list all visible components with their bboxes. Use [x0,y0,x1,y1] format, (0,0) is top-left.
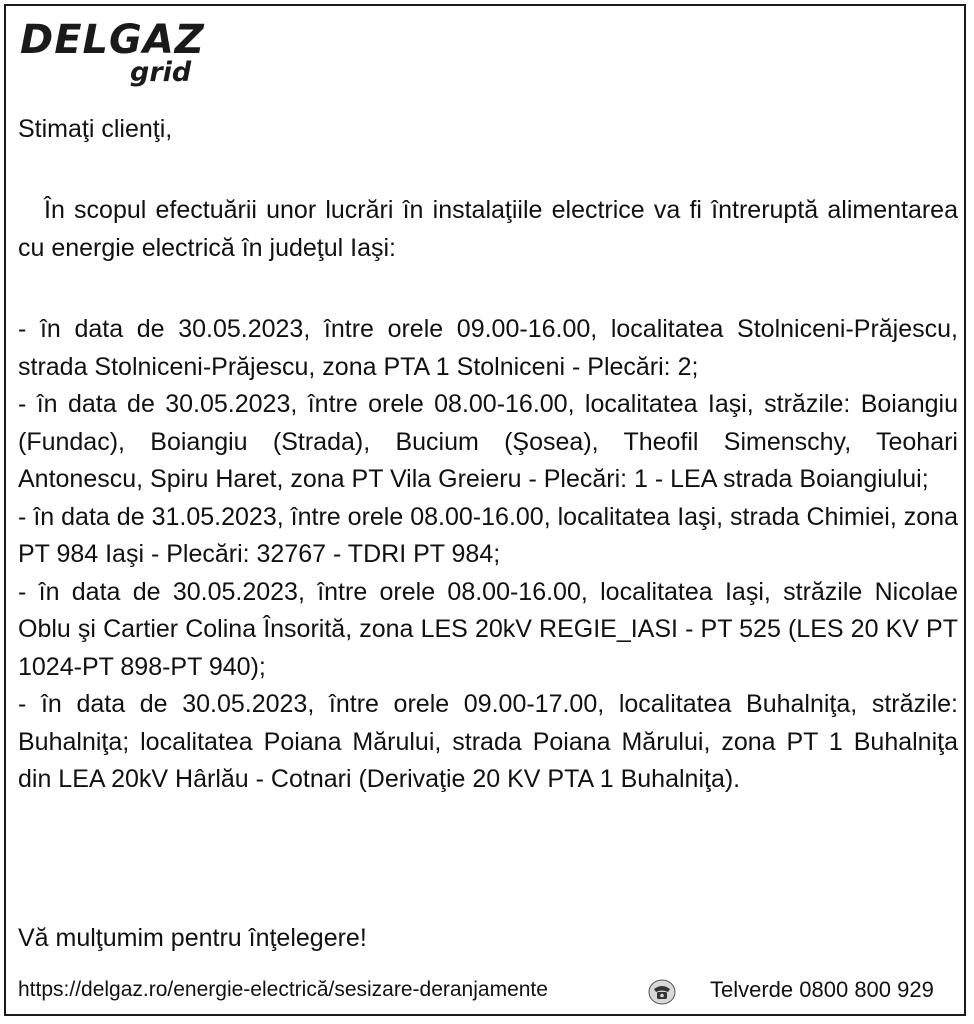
delgaz-logo [20,18,210,90]
outage-item: - în data de 30.05.2023, între orele 08.00-16.00, localitatea Iaşi, străzile: Boiangiu (Fundac), Boiangiu (Strada), Bucium (Şosea), Theofil Simenschy, Teohari Antonescu, Spiru Haret, zona PT Vila Greieru - Plecări: 1 - LEA strada Boiangiului; [18,390,958,493]
footer-phone: Telverde 0800 800 929 [710,977,934,1002]
outage-item: - în data de 31.05.2023, între orele 08.00-16.00, localitatea Iaşi, strada Chimiei, zona PT 984 Iaşi - Plecări: 32767 - TDRI PT 984; [18,502,958,568]
outage-item: - în data de 30.05.2023, între orele 09.00-16.00, localitatea Stolniceni-Prăjescu, strada Stolniceni-Prăjescu, zona PTA 1 Stolniceni - Plecări: 2; [18,315,958,381]
logo-sub-text: grid [130,57,192,88]
outage-list [18,311,958,799]
outage-item: - în data de 30.05.2023, între orele 08.00-16.00, localitatea Iaşi, străzile Nicolae Oblu şi Cartier Colina Însorită, zona LES 20kV REGIE_IASI - PT 525 (LES 20 KV PT 1024-PT 898-PT 940); [18,577,958,681]
footer-url-link[interactable]: https://delgaz.ro/energie-electrică/sesizare-deranjamente [18,978,548,1001]
closing-line: Vă mulţumim pentru înţelegere! [18,924,367,952]
logo-main-text: DELGAZ [20,17,205,63]
greeting: Stimaţi clienţi, [18,115,173,143]
intro-paragraph: În scopul efectuării unor lucrări în instalaţiile electrice va fi întreruptă alimentarea cu energie electrică în judeţul Iaşi: [18,196,958,262]
outage-item: - în data de 30.05.2023, între orele 09.00-17.00, localitatea Buhalniţa, străzile: Buhalniţa; localitatea Poiana Mărului, strada Poiana Mărului, zona PT 1 Buhalniţa din LEA 20kV Hârlău - Cotnari (Derivaţie 20 KV PTA 1 Buhalniţa). [18,690,958,793]
telephone-icon [648,979,676,1005]
